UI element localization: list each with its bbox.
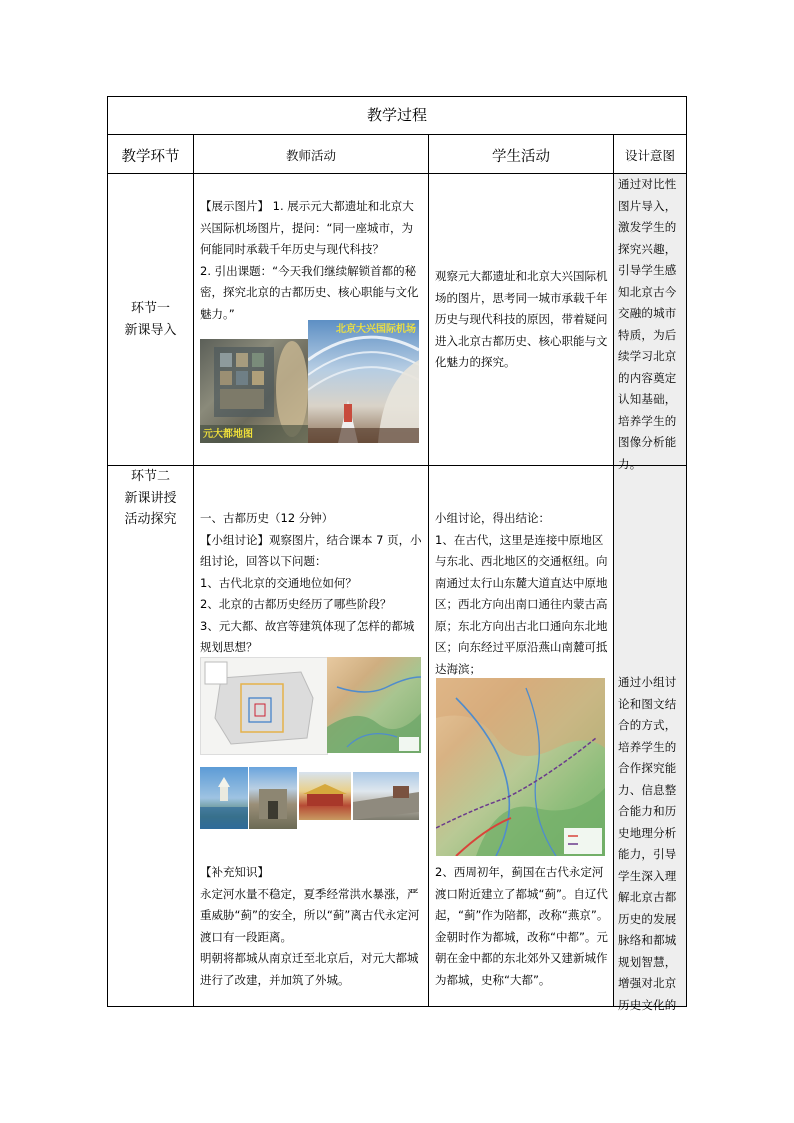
- photo-forbidden-city: [299, 772, 351, 820]
- daxing-airport-image: [308, 320, 419, 443]
- row2-student-p1: 小组讨论，得出结论：: [435, 511, 550, 525]
- row2-supplement-title: 【补充知识】: [200, 865, 269, 879]
- row2-supplement-p2: 明朝将都城从南京迁至北京后，对元大都城进行了改建，并加筑了外城。: [200, 951, 419, 987]
- row2-student-p2: 1、在古代，这里是连接中原地区与东北、西北地区的交通枢纽。向南通过太行山东麓大道直达中原地区；西北方向出南口通往内蒙古高原；东北方向出古北口通向东北地区；向东经过平原沿燕山南麓可抵达海滨；: [435, 532, 608, 676]
- photo-city-wall: [353, 772, 419, 820]
- row1-stage-line1: 环节一: [130, 301, 170, 316]
- yuan-dadu-label: 元大都地图: [203, 429, 253, 440]
- row1-teacher-p2: 2. 引出课题：“今天我们继续解锁首都的秘密，探究北京的古都历史、核心职能与文化魅力。”: [200, 263, 419, 321]
- header-teacher: 教师活动: [285, 148, 336, 163]
- topographic-map-image-small: [327, 657, 421, 753]
- table-title: 教学过程: [366, 106, 427, 124]
- table-col-divider-1: [193, 134, 194, 1007]
- row1-intent: 通过对比性图片导入，激发学生的探究兴趣，引导学生感知北京古今交融的城市特质，为后续学习北京的内容奠定认知基础，培养学生的图像分析能力。: [618, 177, 677, 471]
- daxing-airport-label: 北京大兴国际机场: [336, 324, 416, 335]
- table-col-divider-2: [428, 134, 429, 1007]
- row2-stage: [108, 466, 193, 531]
- photo-beihai-park: [200, 767, 248, 829]
- beijing-terrain-map-image: [436, 678, 605, 856]
- row1-stage-line2: 新课导入: [124, 322, 177, 338]
- table-border-header-bottom: [107, 173, 687, 174]
- table-border-bottom: [107, 1006, 687, 1007]
- row1-stage: [108, 298, 193, 341]
- row1-student: 观察元大都遗址和北京大兴国际机场的图片，思考同一城市承载千年历史与现代科技的原因，带着疑问进入北京古都历史、核心职能与文化魅力的探究。: [435, 269, 608, 369]
- row2-stage-line3: 活动探究: [124, 512, 177, 527]
- row2-teacher-p5: 3、元大都、故宫等建筑体现了怎样的都城规划思想？: [200, 618, 415, 654]
- row2-student-bottom: 2、西周初年，蓟国在古代永定河渡口附近建立了都城“蓟”。自辽代起，“蓟”作为陪都，改称“燕京”。金朝时作为都城，改称“中都”。元朝在金中都的东北郊外又建新城作为都城，史称“大都”。: [435, 865, 609, 987]
- header-student: 学生活动: [492, 149, 550, 165]
- table-border-header-top: [107, 134, 687, 135]
- row2-stage-line1: 环节二: [130, 469, 170, 484]
- row1-teacher: [200, 196, 424, 325]
- table-border-left: [107, 96, 108, 1007]
- row2-teacher-p2: 【小组讨论】观察图片，结合课本 7 页，小组讨论，回答以下问题：: [200, 532, 422, 568]
- header-stage: 教学环节: [121, 149, 180, 165]
- row2-intent: 通过小组讨论和图文结合的方式，培养学生的合作探究能力、信息整合能力和历史地理分析能力，引导学生深入理解北京古都历史的发展脉络和都城规划智慧，增强对北京历史文化的: [618, 675, 677, 1012]
- city-plan-map-image: [200, 657, 328, 755]
- table-border-row1-bottom: [107, 465, 687, 466]
- photo-ancient-gate: [249, 767, 297, 829]
- row2-teacher-extra: [200, 862, 424, 991]
- row2-stage-line2: 新课讲授: [124, 490, 177, 506]
- table-border-top: [107, 96, 687, 97]
- header-intent: 设计意图: [624, 148, 675, 163]
- row2-student-top: [435, 508, 609, 680]
- row2-supplement-p1: 永定河水量不稳定，夏季经常洪水暴涨，严重威胁“蓟”的安全，所以“蓟”离古代永定河渡口有一段距离。: [200, 886, 420, 944]
- row2-teacher-p4: 2、北京的古都历史经历了哪些阶段？: [200, 597, 392, 611]
- row2-teacher-p3: 1、古代北京的交通地位如何？: [200, 575, 357, 590]
- row2-teacher-p1: 一、古都历史（12 分钟）: [200, 511, 334, 525]
- table-border-right: [686, 96, 687, 1007]
- row1-teacher-p1: 【展示图片】 1. 展示元大都遗址和北京大兴国际机场图片，提问：“同一座城市，为何能同时承载千年历史与现代科技？: [200, 199, 414, 256]
- yuan-dadu-relic-image: [200, 339, 308, 443]
- row2-teacher: [200, 508, 424, 659]
